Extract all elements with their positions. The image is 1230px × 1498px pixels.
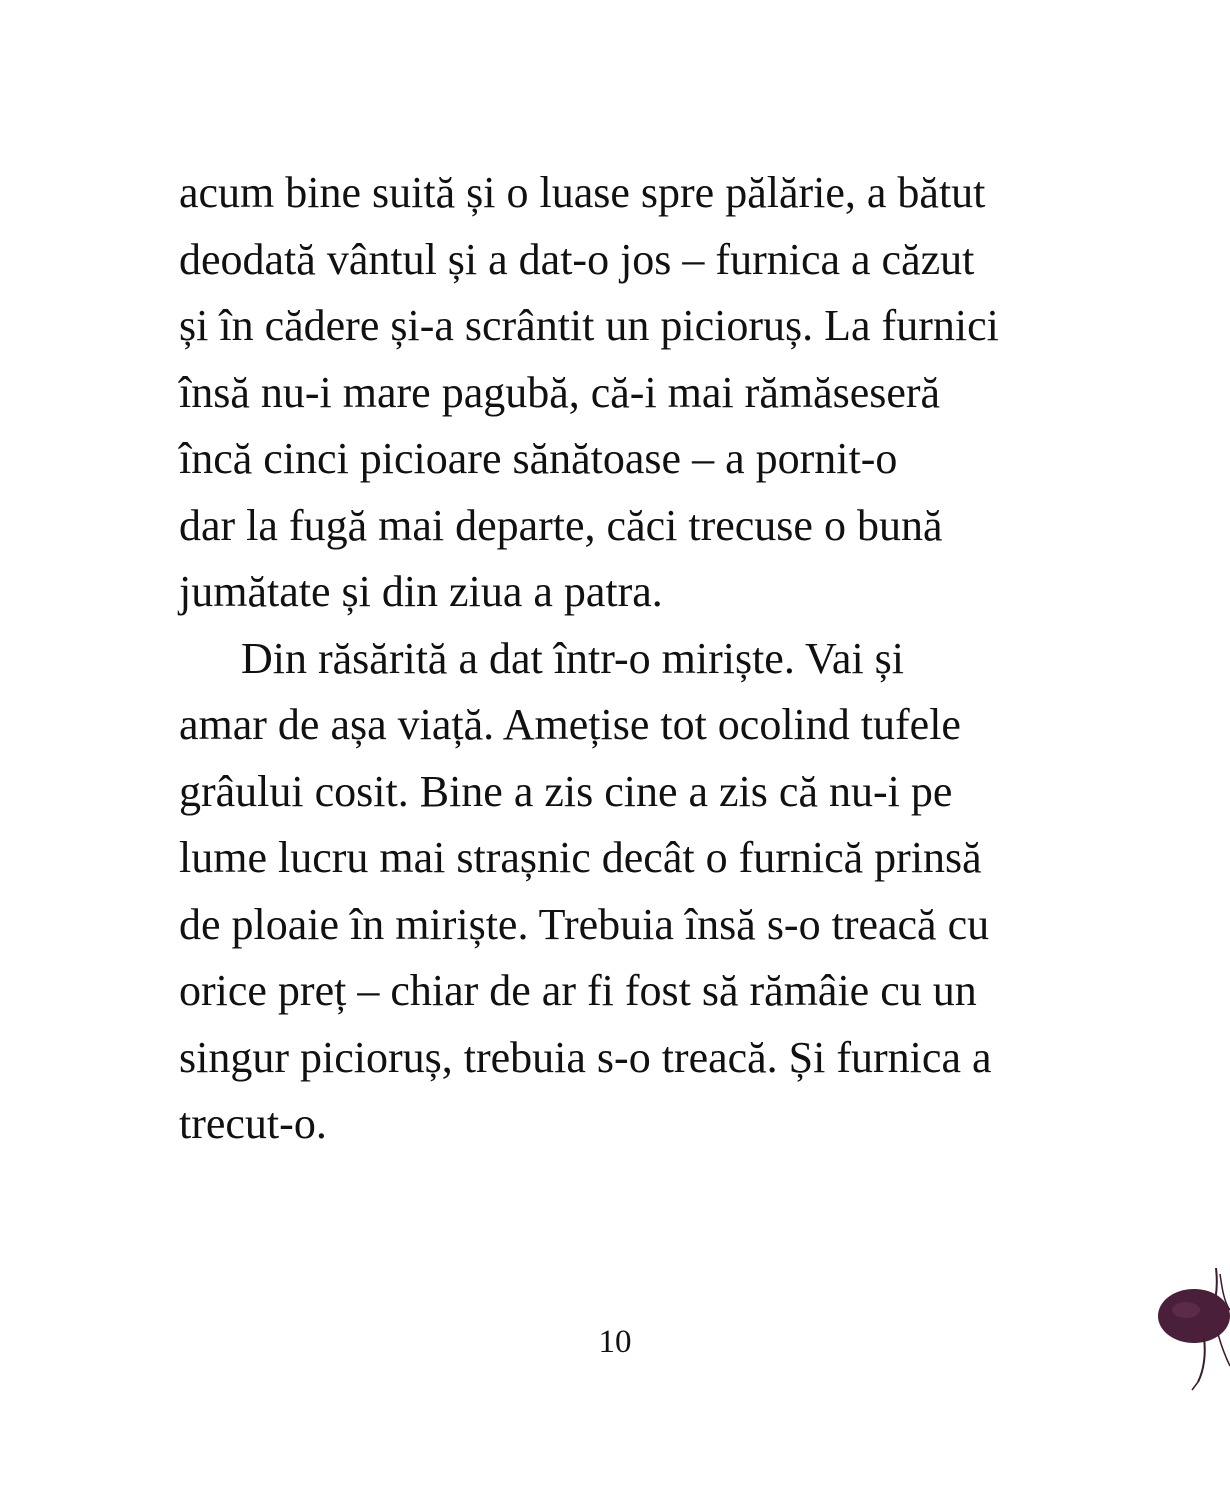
text-line-7: jumătate și din ziua a patra. [179, 567, 663, 616]
text-line-8: Din răsărită a dat într-o miriște. Vai și [241, 633, 905, 683]
text-line-6: dar la fugă mai departe, căci trecuse o bună [179, 500, 943, 550]
text-line-3: și în cădere și-a scrântit un picioruș. La furnici [179, 301, 999, 350]
text-line-11: lume lucru mai strașnic decât o furnică prinsă [179, 833, 982, 882]
text-line-2: deodată vântul și a dat-o jos – furnica a căzut [179, 234, 975, 284]
text-line-13: orice preț – chiar de ar fi fost să rămâie cu un [179, 966, 977, 1015]
text-line-14: singur picioruș, trebuia s-o treacă. Și furnica a [179, 1032, 992, 1082]
text-line-4: însă nu-i mare pagubă, că-i mai rămăseseră [179, 367, 941, 417]
text-line-1: acum bine suită și o luase spre pălărie, a bătut [179, 168, 986, 217]
paragraph-2 [179, 626, 1079, 1158]
body-text [179, 160, 1079, 1158]
text-line-15: trecut-o. [179, 1099, 327, 1148]
ant-icon [1146, 1258, 1230, 1394]
text-line-10: grâului cosit. Bine a zis cine a zis că nu-i pe [179, 766, 953, 816]
paragraph-1 [179, 160, 1079, 626]
text-line-12: de ploaie în miriște. Trebuia însă s-o treacă cu [179, 899, 990, 949]
page-number: 10 [598, 1324, 632, 1360]
text-line-9: amar de așa viață. Amețise tot ocolind tufele [179, 700, 961, 749]
text-line-5: încă cinci picioare sănătoase – a pornit-o [179, 434, 898, 483]
